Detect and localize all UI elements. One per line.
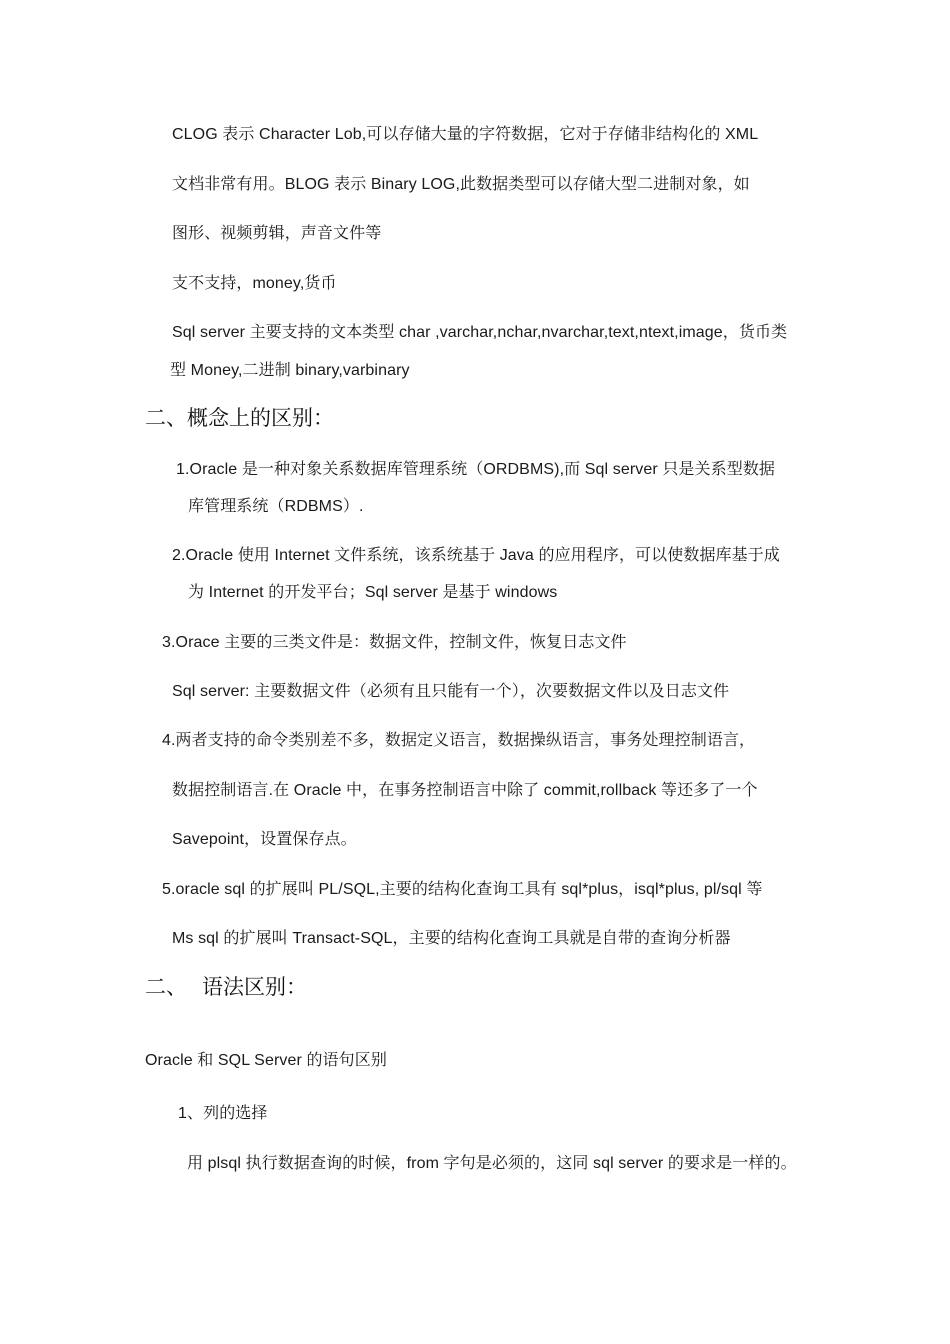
intro-paragraph-1-line-1: CLOG 表示 Character Lob,可以存储大量的字符数据，它对于存储非结构化的 XML: [172, 126, 759, 143]
syntax-subtitle: Oracle 和 SQL Server 的语句区别: [145, 1052, 387, 1069]
syntax-subsection-1-title: 1、列的选择: [178, 1105, 268, 1122]
concept-item-3-line-2: Sql server: 主要数据文件（必须有且只能有一个），次要数据文件以及日志文件: [172, 683, 730, 700]
concept-item-2-line-1: 2.Oracle 使用 Internet 文件系统，该系统基于 Java 的应用程序，可以使数据库基于成: [172, 547, 780, 564]
concept-item-3-line-1: 3.Orace 主要的三类文件是：数据文件，控制文件，恢复日志文件: [162, 634, 627, 651]
section-heading-concept: 二、概念上的区别：: [145, 406, 334, 430]
section-heading-syntax: 语法区别：: [202, 975, 307, 999]
intro-paragraph-3-line-2: 型 Money,二进制 binary,varbinary: [170, 362, 410, 379]
intro-paragraph-3-line-1: Sql server 主要支持的文本类型 char ,varchar,nchar,nvarchar,text,ntext,image，货币类: [172, 324, 788, 341]
intro-paragraph-2: 支不支持，money,货币: [172, 275, 337, 292]
intro-paragraph-1-line-2: 文档非常有用。BLOG 表示 Binary LOG,此数据类型可以存储大型二进制对象，如: [172, 176, 750, 193]
concept-item-4-line-3: Savepoint，设置保存点。: [172, 831, 357, 848]
concept-item-5-line-2: Ms sql 的扩展叫 Transact-SQL，主要的结构化查询工具就是自带的查询分析器: [172, 930, 731, 947]
concept-item-1-line-1: 1.Oracle 是一种对象关系数据库管理系统（ORDBMS),而 Sql server 只是关系型数据: [176, 461, 776, 478]
intro-paragraph-1-line-3: 图形、视频剪辑，声音文件等: [172, 225, 382, 242]
concept-item-2-line-2: 为 Internet 的开发平台；Sql server 是基于 windows: [188, 584, 558, 601]
syntax-subsection-1-text: 用 plsql 执行数据查询的时候，from 字句是必须的，这同 sql server 的要求是一样的。: [187, 1155, 797, 1172]
concept-item-5-line-1: 5.oracle sql 的扩展叫 PL/SQL,主要的结构化查询工具有 sql*plus，isql*plus, pl/sql 等: [162, 881, 763, 898]
section-heading-syntax-number: 二、: [145, 975, 187, 999]
concept-item-1-line-2: 库管理系统（RDBMS）.: [188, 498, 364, 515]
concept-item-4-line-1: 4.两者支持的命令类别差不多，数据定义语言，数据操纵语言，事务处理控制语言，: [162, 732, 756, 749]
concept-item-4-line-2: 数据控制语言.在 Oracle 中，在事务控制语言中除了 commit,rollback 等还多了一个: [172, 782, 758, 799]
